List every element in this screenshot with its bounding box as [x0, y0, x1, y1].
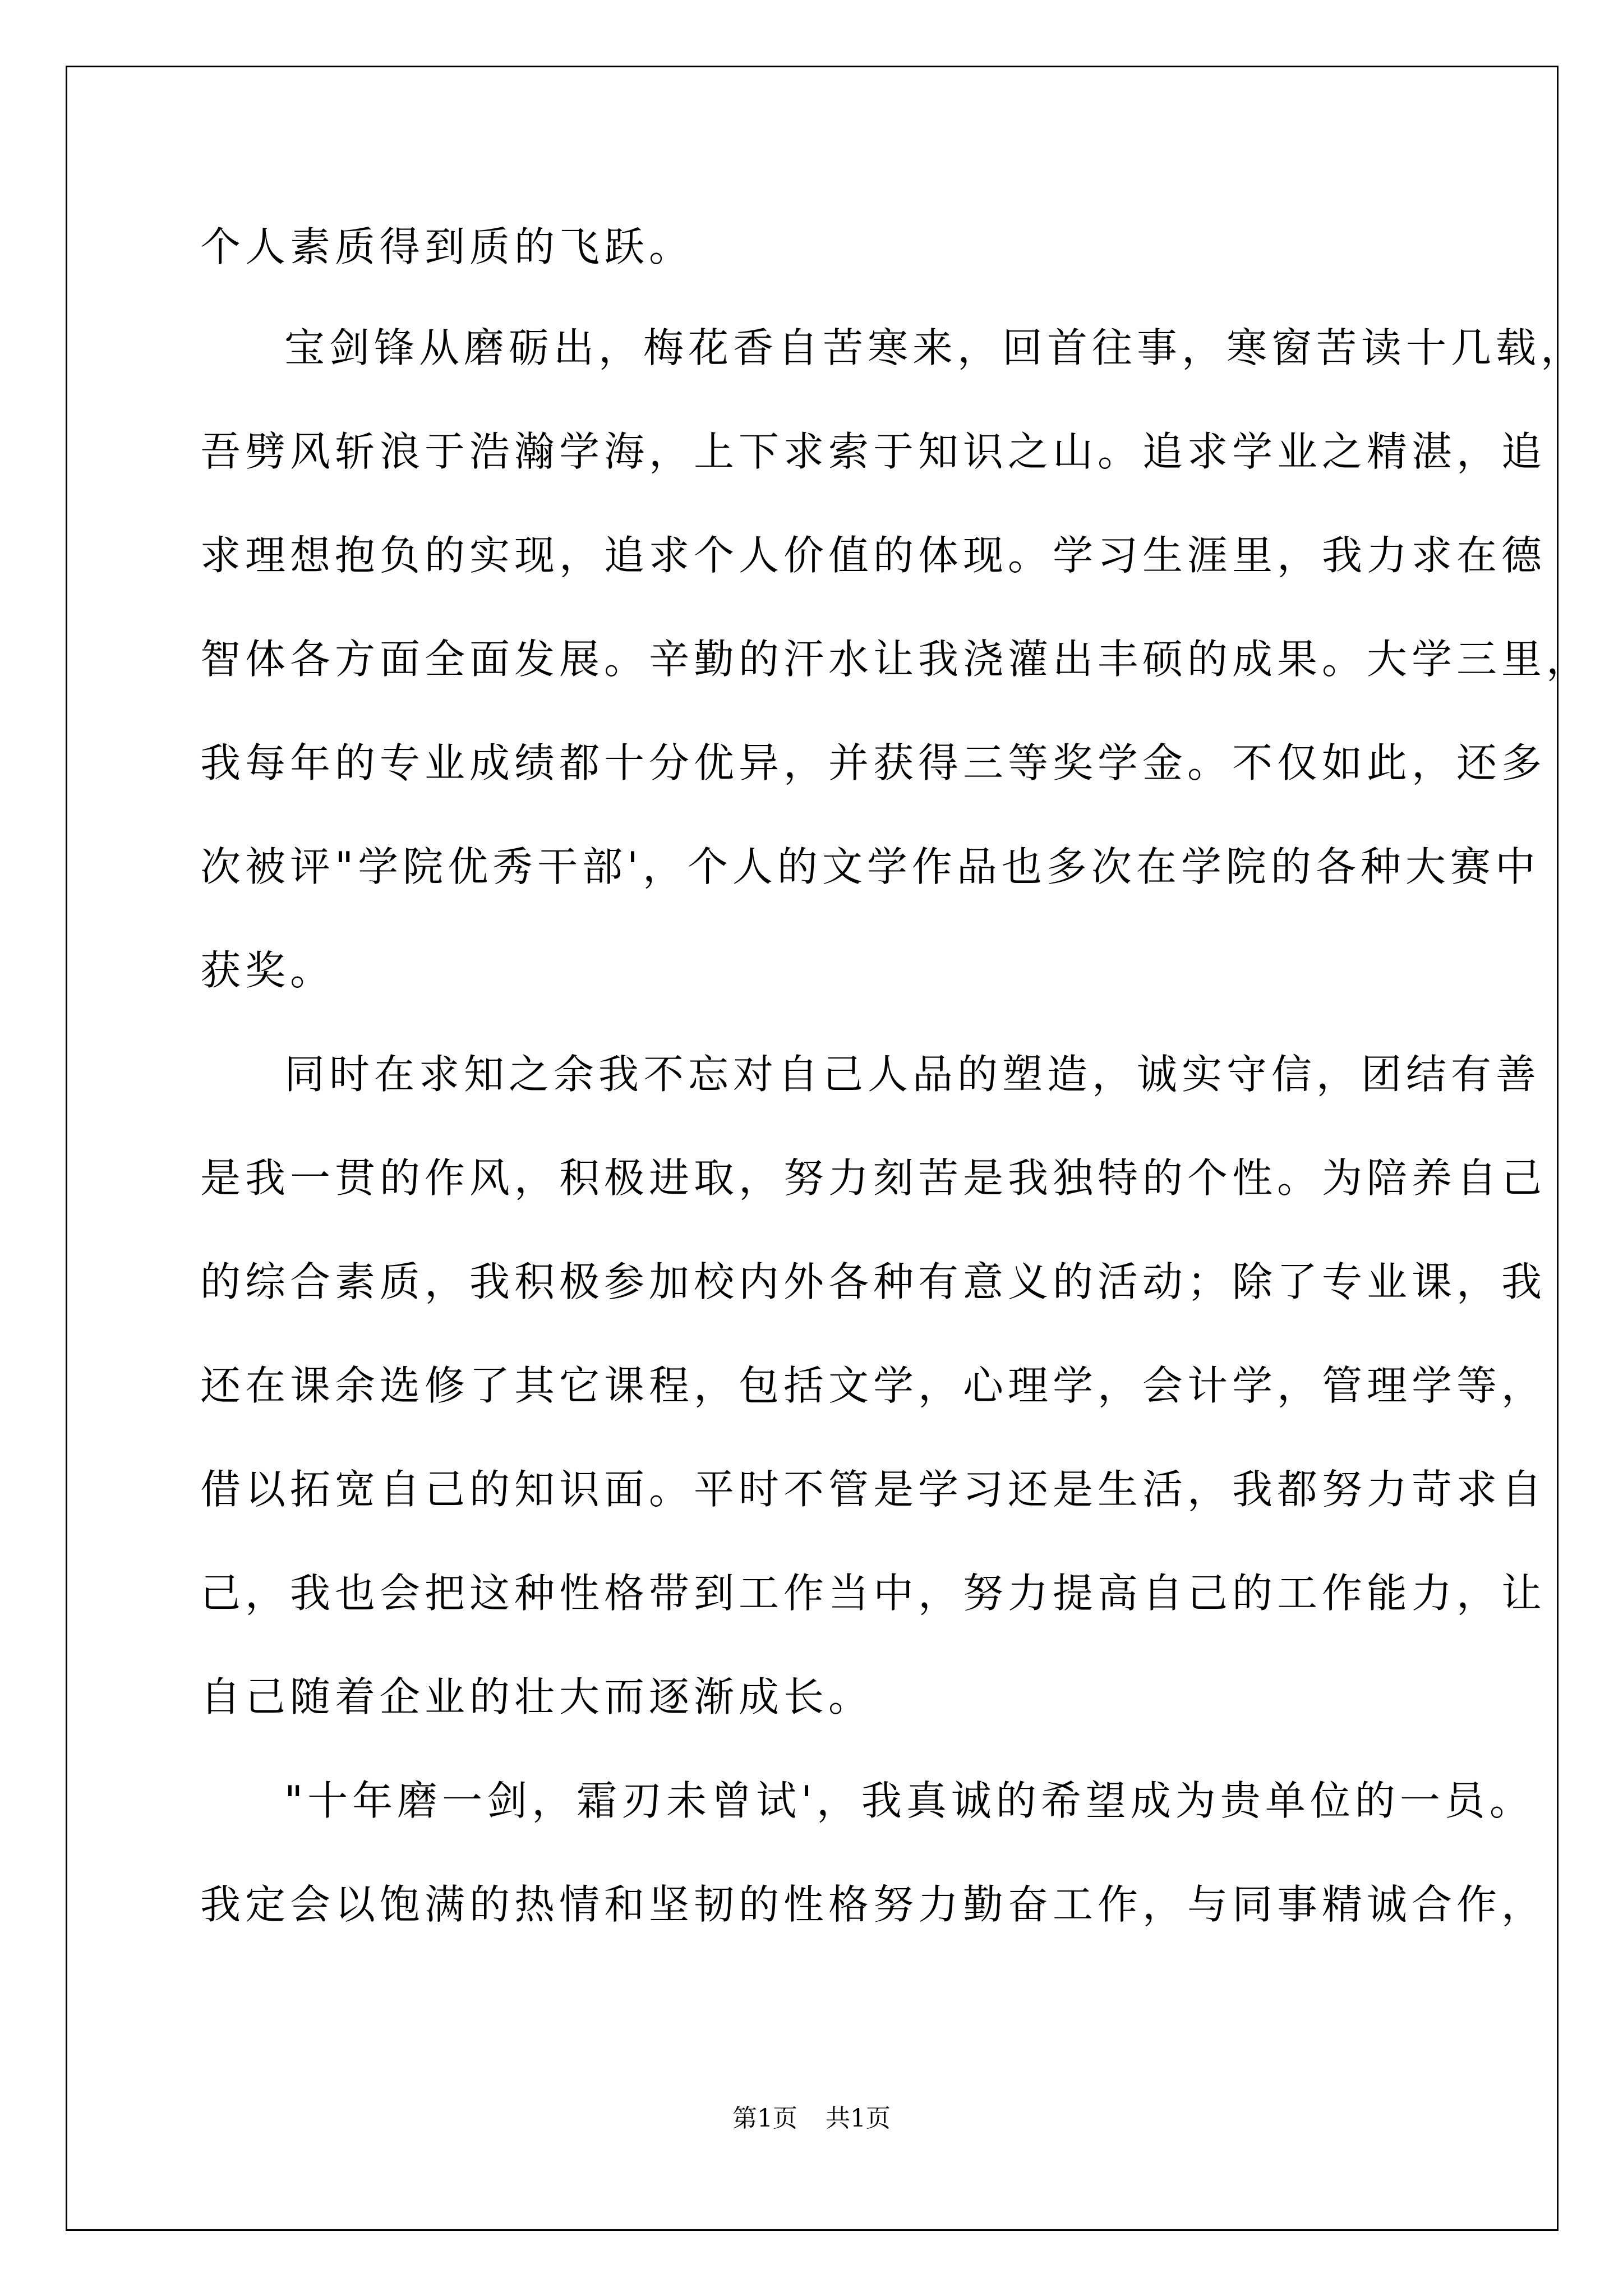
text-line: 获奖。 — [200, 947, 335, 994]
text-line: 个人素质得到质的飞跃。 — [200, 223, 694, 270]
text-line: 同时在求知之余我不忘对自己人品的塑造，诚实守信，团结有善 — [284, 1051, 1541, 1098]
page-number-total: 共1页 — [826, 2104, 891, 2133]
text-line: 我每年的专业成绩都十分优异，并获得三等奖学金。不仅如此，还多 — [200, 739, 1547, 786]
text-line: 借以拓宽自己的知识面。平时不管是学习还是生活，我都努力苛求自 — [200, 1466, 1547, 1513]
text-line: 我定会以饱满的热情和坚韧的性格努力勤奋工作，与同事精诚合作， — [200, 1881, 1547, 1928]
text-line: 的综合素质，我积极参加校内外各种有意义的活动；除了专业课，我 — [200, 1258, 1547, 1305]
text-line: 是我一贯的作风，积极进取，努力刻苦是我独特的个性。为陪养自己 — [200, 1154, 1547, 1202]
text-line: 求理想抱负的实现，追求个人价值的体现。学习生涯里，我力求在德 — [200, 532, 1547, 579]
text-line: 次被评"学院优秀干部'，个人的文学作品也多次在学院的各种大赛中 — [200, 843, 1540, 890]
text-line: 还在课余选修了其它课程，包括文学，心理学，会计学，管理学等， — [200, 1362, 1547, 1409]
text-line: "十年磨一剑，霜刃未曾试'，我真诚的希望成为贵单位的一员。 — [284, 1777, 1534, 1824]
text-line: 自己随着企业的壮大而逐渐成长。 — [200, 1673, 874, 1720]
text-line: 宝剑锋从磨砺出，梅花香自苦寒来，回首往事，寒窗苦读十几载， — [284, 324, 1586, 371]
text-line: 己，我也会把这种性格带到工作当中，努力提高自己的工作能力，让 — [200, 1570, 1547, 1617]
text-line: 智体各方面全面发展。辛勤的汗水让我浇灌出丰硕的成果。大学三里， — [200, 636, 1592, 683]
text-line: 吾劈风斩浪于浩瀚学海，上下求索于知识之山。追求学业之精湛，追 — [200, 428, 1547, 475]
page-footer — [0, 2098, 1623, 2134]
page-number-current: 第1页 — [732, 2104, 797, 2133]
